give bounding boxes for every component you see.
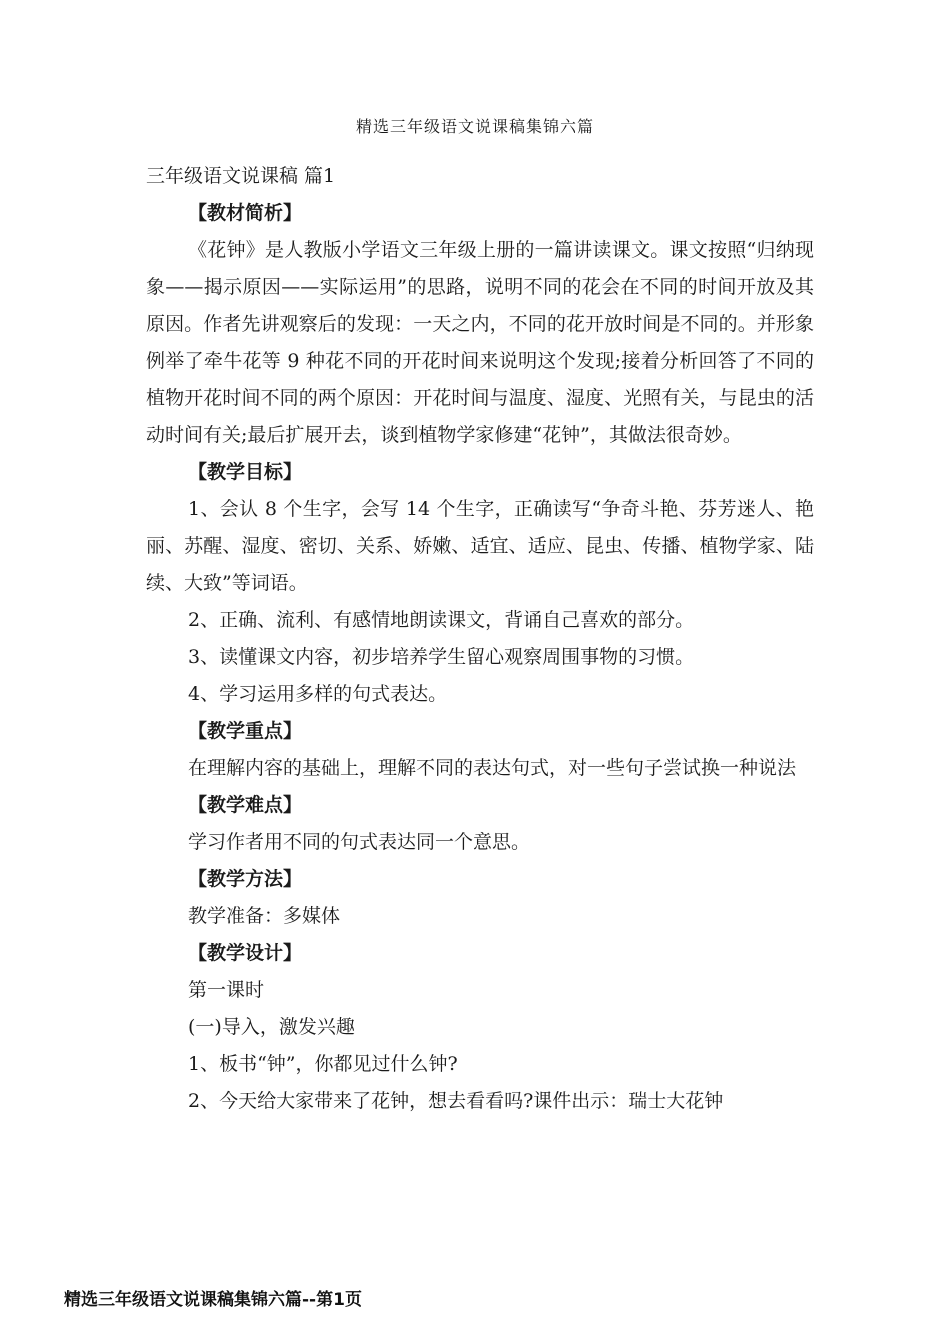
document-title: 精选三年级语文说课稿集锦六篇 bbox=[355, 117, 594, 136]
step-item-1: 1、板书“钟”，你都见过什么钟? bbox=[188, 1053, 458, 1075]
heading-teaching-focus: 【教学重点】 bbox=[188, 720, 303, 742]
section-title: 三年级语文说课稿 篇1 bbox=[146, 165, 336, 187]
heading-textbook-analysis: 【教材简析】 bbox=[188, 202, 303, 224]
document-body bbox=[146, 158, 814, 1120]
paragraph-teaching-focus: 在理解内容的基础上，理解不同的表达句式，对一些句子尝试换一种说法 bbox=[188, 757, 797, 779]
lesson-first-period: 第一课时 bbox=[188, 979, 265, 1001]
goal-item-1: 1、会认 8 个生字，会写 14 个生字，正确读写“争奇斗艳、芬芳迷人、艳丽、苏醒、湿度、密切、关系、娇嫩、适宜、适应、昆虫、传播、植物学家、陆续、大致”等词语。 bbox=[146, 498, 814, 594]
heading-teaching-design: 【教学设计】 bbox=[188, 942, 303, 964]
heading-teaching-goals: 【教学目标】 bbox=[188, 461, 303, 483]
step-item-2: 2、今天给大家带来了花钟，想去看看吗?课件出示：瑞士大花钟 bbox=[188, 1090, 724, 1112]
paragraph-teaching-difficulty: 学习作者用不同的句式表达同一个意思。 bbox=[188, 831, 531, 853]
page-footer: 精选三年级语文说课稿集锦六篇--第1页 bbox=[64, 1290, 362, 1310]
goal-item-2: 2、正确、流利、有感情地朗读课文，背诵自己喜欢的部分。 bbox=[188, 609, 695, 631]
goal-item-3: 3、读懂课文内容，初步培养学生留心观察周围事物的习惯。 bbox=[188, 646, 695, 668]
goal-item-4: 4、学习运用多样的句式表达。 bbox=[188, 683, 448, 705]
paragraph-textbook-analysis: 《花钟》是人教版小学语文三年级上册的一篇讲读课文。课文按照“归纳现象——揭示原因——实际运用”的思路，说明不同的花会在不同的时间开放及其原因。作者先讲观察后的发现：一天之内，不同的花开放时间是不同的。并形象例举了牵牛花等 9 种花不同的开花时间来说明这个发现;接着分析回答了不同的植物开花时间不同的两个原因：开花时间与温度、湿度、光照有关，与昆虫的活动时间有关;最后扩展开去，谈到植物学家修建“花钟”，其做法很奇妙。 bbox=[146, 239, 814, 446]
step-introduction: (一)导入，激发兴趣 bbox=[188, 1016, 355, 1038]
heading-teaching-method: 【教学方法】 bbox=[188, 868, 303, 890]
heading-teaching-difficulty: 【教学难点】 bbox=[188, 794, 303, 816]
paragraph-teaching-preparation: 教学准备：多媒体 bbox=[188, 905, 341, 927]
